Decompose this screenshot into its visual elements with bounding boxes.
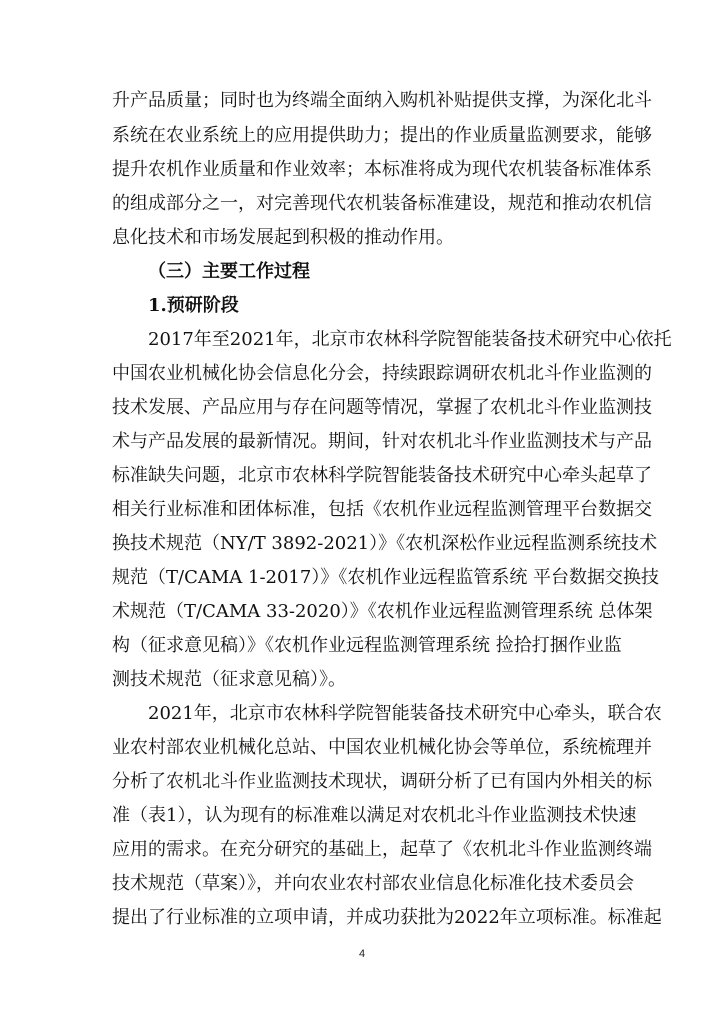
paragraph-line: 准（表1），认为现有的标准难以满足对农机北斗作业监测技术快速 — [112, 805, 637, 826]
paragraph-line: 系统在农业系统上的应用提供助力；提出的作业质量监测要求，能够 — [112, 125, 652, 146]
paragraph-line: 测技术规范（征求意见稿）》。 — [112, 669, 346, 690]
paragraph-line: 分析了农机北斗作业监测技术现状，调研分析了已有国内外相关的标 — [112, 771, 652, 792]
page-number: 4 — [358, 948, 366, 960]
paragraph-line: 升产品质量；同时也为终端全面纳入购机补贴提供支撑，为深化北斗 — [112, 90, 652, 111]
paragraph-line: 应用的需求。在充分研究的基础上，起草了《农机北斗作业监测终端 — [112, 839, 652, 860]
paragraph-line: 构（征求意见稿）》《农机作业远程监测管理系统 捡拾打捆作业监 — [112, 635, 622, 656]
paragraph-line: 2021年，北京市农林科学院智能装备技术研究中心牵头，联合农 — [148, 703, 662, 724]
paragraph-line: 术与产品发展的最新情况。期间，针对农机北斗作业监测技术与产品 — [112, 431, 652, 452]
paragraph-line: 提升农机作业质量和作业效率；本标准将成为现代农机装备标准体系 — [112, 159, 652, 180]
paragraph-line: 技术发展、产品应用与存在问题等情况，掌握了农机北斗作业监测技 — [112, 397, 652, 418]
paragraph-line: 相关行业标准和团体标准，包括《农机作业远程监测管理平台数据交 — [112, 499, 652, 520]
paragraph-line: 规范（T/CAMA 1-2017）》《农机作业远程监管系统 平台数据交换技 — [112, 567, 660, 588]
paragraph-line: 技术规范（草案）》，并向农业农村部农业信息化标准化技术委员会 — [112, 873, 634, 894]
paragraph-line: 业农村部农业机械化总站、中国农业机械化协会等单位，系统梳理并 — [112, 737, 652, 758]
paragraph-line: 息化技术和市场发展起到积极的推动作用。 — [112, 227, 454, 248]
paragraph-line: 换技术规范（NY/T 3892-2021）》《农机深松作业远程监测系统技术 — [112, 533, 658, 554]
paragraph-line: 中国农业机械化协会信息化分会，持续跟踪调研农机北斗作业监测的 — [112, 363, 652, 384]
section-heading: （三）主要工作过程 — [148, 261, 310, 282]
paragraph-line: 标准缺失问题，北京市农林科学院智能装备技术研究中心牵头起草了 — [112, 465, 652, 486]
paragraph-line: 的组成部分之一，对完善现代农机装备标准建设，规范和推动农机信 — [112, 193, 652, 214]
subsection-heading: 1.预研阶段 — [148, 295, 239, 316]
paragraph-line: 2017年至2021年，北京市农林科学院智能装备技术研究中心依托 — [148, 329, 672, 350]
paragraph-line: 提出了行业标准的立项申请，并成功获批为2022年立项标准。标准起 — [112, 907, 662, 928]
paragraph-line: 术规范（T/CAMA 33-2020）》《农机作业远程监测管理系统 总体架 — [112, 601, 653, 622]
